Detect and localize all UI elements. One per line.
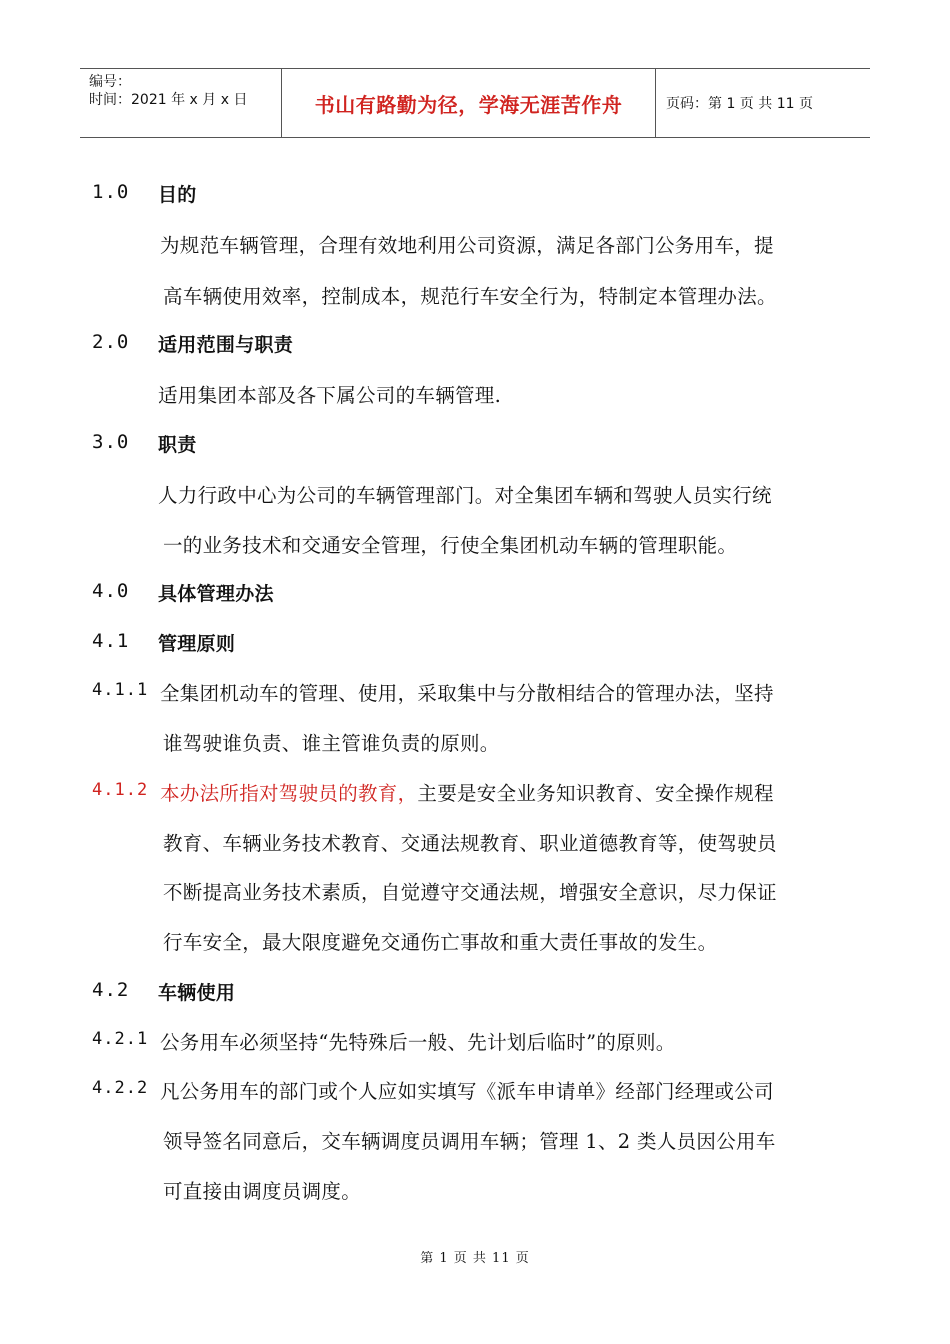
section-number: 4.2 [92,979,130,1001]
section-title: 具体管理办法 [158,583,274,605]
paragraph-line: 高车辆使用效率，控制成本，规范行车安全行为，特制定本管理办法。 [163,285,777,308]
paragraph-line: 为规范车辆管理，合理有效地利用公司资源，满足各部门公务用车，提 [160,234,774,257]
paragraph-line: 可直接由调度员调度。 [163,1180,362,1203]
section-title: 适用范围与职责 [158,334,294,356]
clause-number-highlighted: 4.1.2 [92,780,149,800]
paragraph-line: 谁驾驶谁负责、谁主管谁负责的原则。 [163,732,500,755]
paragraph-line: 公务用车必须坚持“先特殊后一般、先计划后临时”的原则。 [160,1031,676,1054]
section-number: 1.0 [92,181,130,203]
paragraph-line: 人力行政中心为公司的车辆管理部门。对全集团车辆和驾驶人员实行统 [158,484,772,507]
paragraph-line: 教育、车辆业务技术教育、交通法规教育、职业道德教育等，使驾驶员 [163,832,777,855]
paragraph-line: 领导签名同意后，交车辆调度员调用车辆；管理 1、2 类人员因公用车 [163,1130,776,1153]
document-date: 时间：2021 年 x 月 x 日 [89,92,248,108]
header-page-info: 页码：第 1 页 共 11 页 [666,96,813,112]
section-number: 3.0 [92,431,130,453]
paragraph-line: 全集团机动车的管理、使用，采取集中与分散相结合的管理办法，坚持 [160,682,774,705]
header-meta-cell [80,69,282,137]
header-motto: 书山有路勤为径，学海无涯苦作舟 [282,69,656,137]
section-title: 管理原则 [158,633,236,655]
clause-number: 4.2.2 [92,1078,149,1098]
paragraph-line [160,778,774,806]
paragraph-line: 凡公务用车的部门或个人应如实填写《派车申请单》经部门经理或公司 [160,1080,774,1103]
section-number: 4.0 [92,580,130,602]
clause-number: 4.1.1 [92,680,149,700]
clause-number: 4.2.1 [92,1029,149,1049]
section-title: 车辆使用 [158,982,236,1004]
paragraph-text: 主要是安全业务知识教育、安全操作规程 [417,782,774,805]
section-number: 2.0 [92,331,130,353]
paragraph-line: 不断提高业务技术素质，自觉遵守交通法规，增强安全意识，尽力保证 [163,881,777,904]
paragraph-line: 行车安全，最大限度避免交通伤亡事故和重大责任事故的发生。 [163,931,718,954]
paragraph-line: 适用集团本部及各下属公司的车辆管理. [158,384,502,407]
page-header [80,68,870,138]
document-number-label: 编号： [89,74,131,90]
section-number: 4.1 [92,630,130,652]
page-footer: 第 1 页 共 11 页 [420,1251,530,1266]
highlighted-text: 本办法所指对驾驶员的教育， [160,782,418,805]
section-title: 目的 [158,184,197,206]
section-title: 职责 [158,434,197,456]
paragraph-line: 一的业务技术和交通安全管理，行使全集团机动车辆的管理职能。 [163,534,738,557]
